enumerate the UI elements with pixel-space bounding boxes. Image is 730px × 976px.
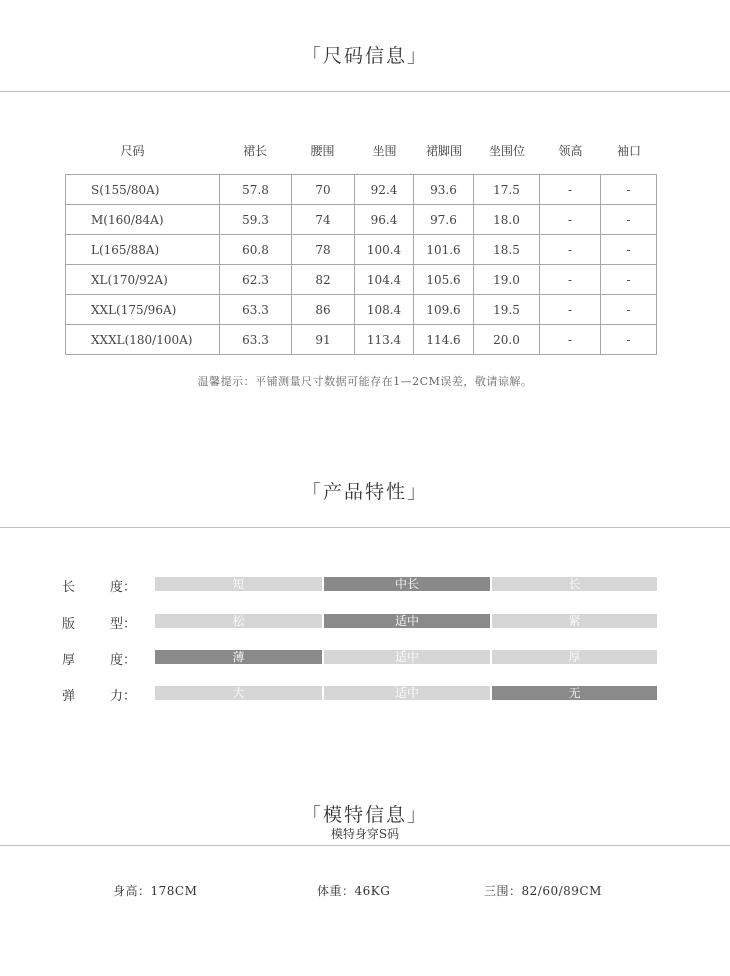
- table-cell: 92.4: [355, 175, 414, 205]
- table-row: [66, 295, 657, 325]
- table-cell: 86: [292, 295, 355, 325]
- table-row: [66, 235, 657, 265]
- table-cell: -: [540, 325, 601, 355]
- table-row: [66, 175, 657, 205]
- table-cell: 109.6: [414, 295, 474, 325]
- table-cell: 17.5: [474, 175, 540, 205]
- table-cell: 113.4: [355, 325, 414, 355]
- table-cell: -: [601, 205, 657, 235]
- table-row: [66, 325, 657, 355]
- table-cell: -: [540, 175, 601, 205]
- measurement-note: 温馨提示：平铺测量尺寸数据可能存在1—2CM误差，敬请谅解。: [197, 375, 533, 388]
- table-header-cuff: 袖口: [616, 144, 641, 158]
- table-header-hip: 坐围: [372, 144, 397, 158]
- table-cell: 104.4: [355, 265, 414, 295]
- table-cell: 62.3: [220, 265, 292, 295]
- feature-option: 大: [155, 686, 322, 700]
- table-cell: 114.6: [414, 325, 474, 355]
- table-cell: -: [601, 235, 657, 265]
- table-cell: 60.8: [220, 235, 292, 265]
- size-info-title: 「尺码信息」: [301, 45, 428, 67]
- feature-option-selected: 中长: [324, 577, 490, 591]
- feature-label-suffix: 度：: [110, 580, 137, 595]
- feature-option: 松: [155, 614, 322, 628]
- table-row: [66, 265, 657, 295]
- table-cell: 108.4: [355, 295, 414, 325]
- table-cell: 105.6: [414, 265, 474, 295]
- model-weight: 体重：46KG: [317, 884, 391, 898]
- divider: [0, 91, 730, 92]
- table-cell: -: [540, 295, 601, 325]
- table-cell: 59.3: [220, 205, 292, 235]
- table-cell: 78: [292, 235, 355, 265]
- feature-option: 长: [492, 577, 657, 591]
- divider: [0, 527, 730, 528]
- table-cell: 57.8: [220, 175, 292, 205]
- size-label-cell: L(165/88A): [66, 235, 220, 265]
- table-cell: 70: [292, 175, 355, 205]
- table-header-hip-position: 坐围位: [488, 144, 525, 158]
- table-cell: 18.5: [474, 235, 540, 265]
- model-height: 身高：178CM: [113, 884, 198, 898]
- size-label-cell: S(155/80A): [66, 175, 220, 205]
- table-header-collar-height: 领高: [558, 144, 583, 158]
- size-table: [65, 174, 657, 355]
- table-cell: 63.3: [220, 295, 292, 325]
- table-cell: -: [601, 265, 657, 295]
- table-cell: 20.0: [474, 325, 540, 355]
- table-cell: 18.0: [474, 205, 540, 235]
- table-header-waist: 腰围: [310, 144, 335, 158]
- table-header-size: 尺码: [120, 144, 145, 158]
- table-cell: -: [601, 175, 657, 205]
- feature-option-selected: 无: [492, 686, 657, 700]
- model-info-title: 「模特信息」: [301, 804, 428, 826]
- feature-label-char: 厚: [62, 653, 76, 668]
- feature-label-suffix: 型：: [110, 617, 137, 632]
- feature-option: 短: [155, 577, 322, 591]
- table-cell: 101.6: [414, 235, 474, 265]
- table-cell: 100.4: [355, 235, 414, 265]
- table-cell: 19.0: [474, 265, 540, 295]
- table-row: [66, 205, 657, 235]
- table-cell: 96.4: [355, 205, 414, 235]
- feature-option: 适中: [324, 650, 490, 664]
- table-cell: 93.6: [414, 175, 474, 205]
- feature-label-suffix: 力：: [110, 689, 137, 704]
- feature-label-char: 版: [62, 617, 76, 632]
- table-cell: 82: [292, 265, 355, 295]
- divider: [0, 845, 730, 846]
- feature-option-selected: 适中: [324, 614, 490, 628]
- table-cell: 19.5: [474, 295, 540, 325]
- model-subtitle: 模特身穿S码: [330, 827, 400, 841]
- product-features-title: 「产品特性」: [301, 481, 428, 503]
- table-cell: 63.3: [220, 325, 292, 355]
- size-label-cell: XXXL(180/100A): [66, 325, 220, 355]
- feature-label-char: 弹: [62, 689, 76, 704]
- table-cell: 97.6: [414, 205, 474, 235]
- feature-option-selected: 薄: [155, 650, 322, 664]
- feature-label-suffix: 度：: [110, 653, 137, 668]
- model-measurements: 三围：82/60/89CM: [484, 884, 602, 898]
- table-cell: -: [601, 295, 657, 325]
- table-cell: -: [540, 235, 601, 265]
- table-header-skirt-length: 裙长: [242, 144, 267, 158]
- table-cell: -: [601, 325, 657, 355]
- table-header-hem: 裙脚围: [425, 144, 462, 158]
- table-cell: -: [540, 265, 601, 295]
- feature-option: 适中: [324, 686, 490, 700]
- feature-option: 厚: [492, 650, 657, 664]
- table-cell: 91: [292, 325, 355, 355]
- size-label-cell: XXL(175/96A): [66, 295, 220, 325]
- size-label-cell: M(160/84A): [66, 205, 220, 235]
- table-cell: -: [540, 205, 601, 235]
- table-cell: 74: [292, 205, 355, 235]
- feature-label-char: 长: [62, 580, 76, 595]
- feature-option: 紧: [492, 614, 657, 628]
- size-label-cell: XL(170/92A): [66, 265, 220, 295]
